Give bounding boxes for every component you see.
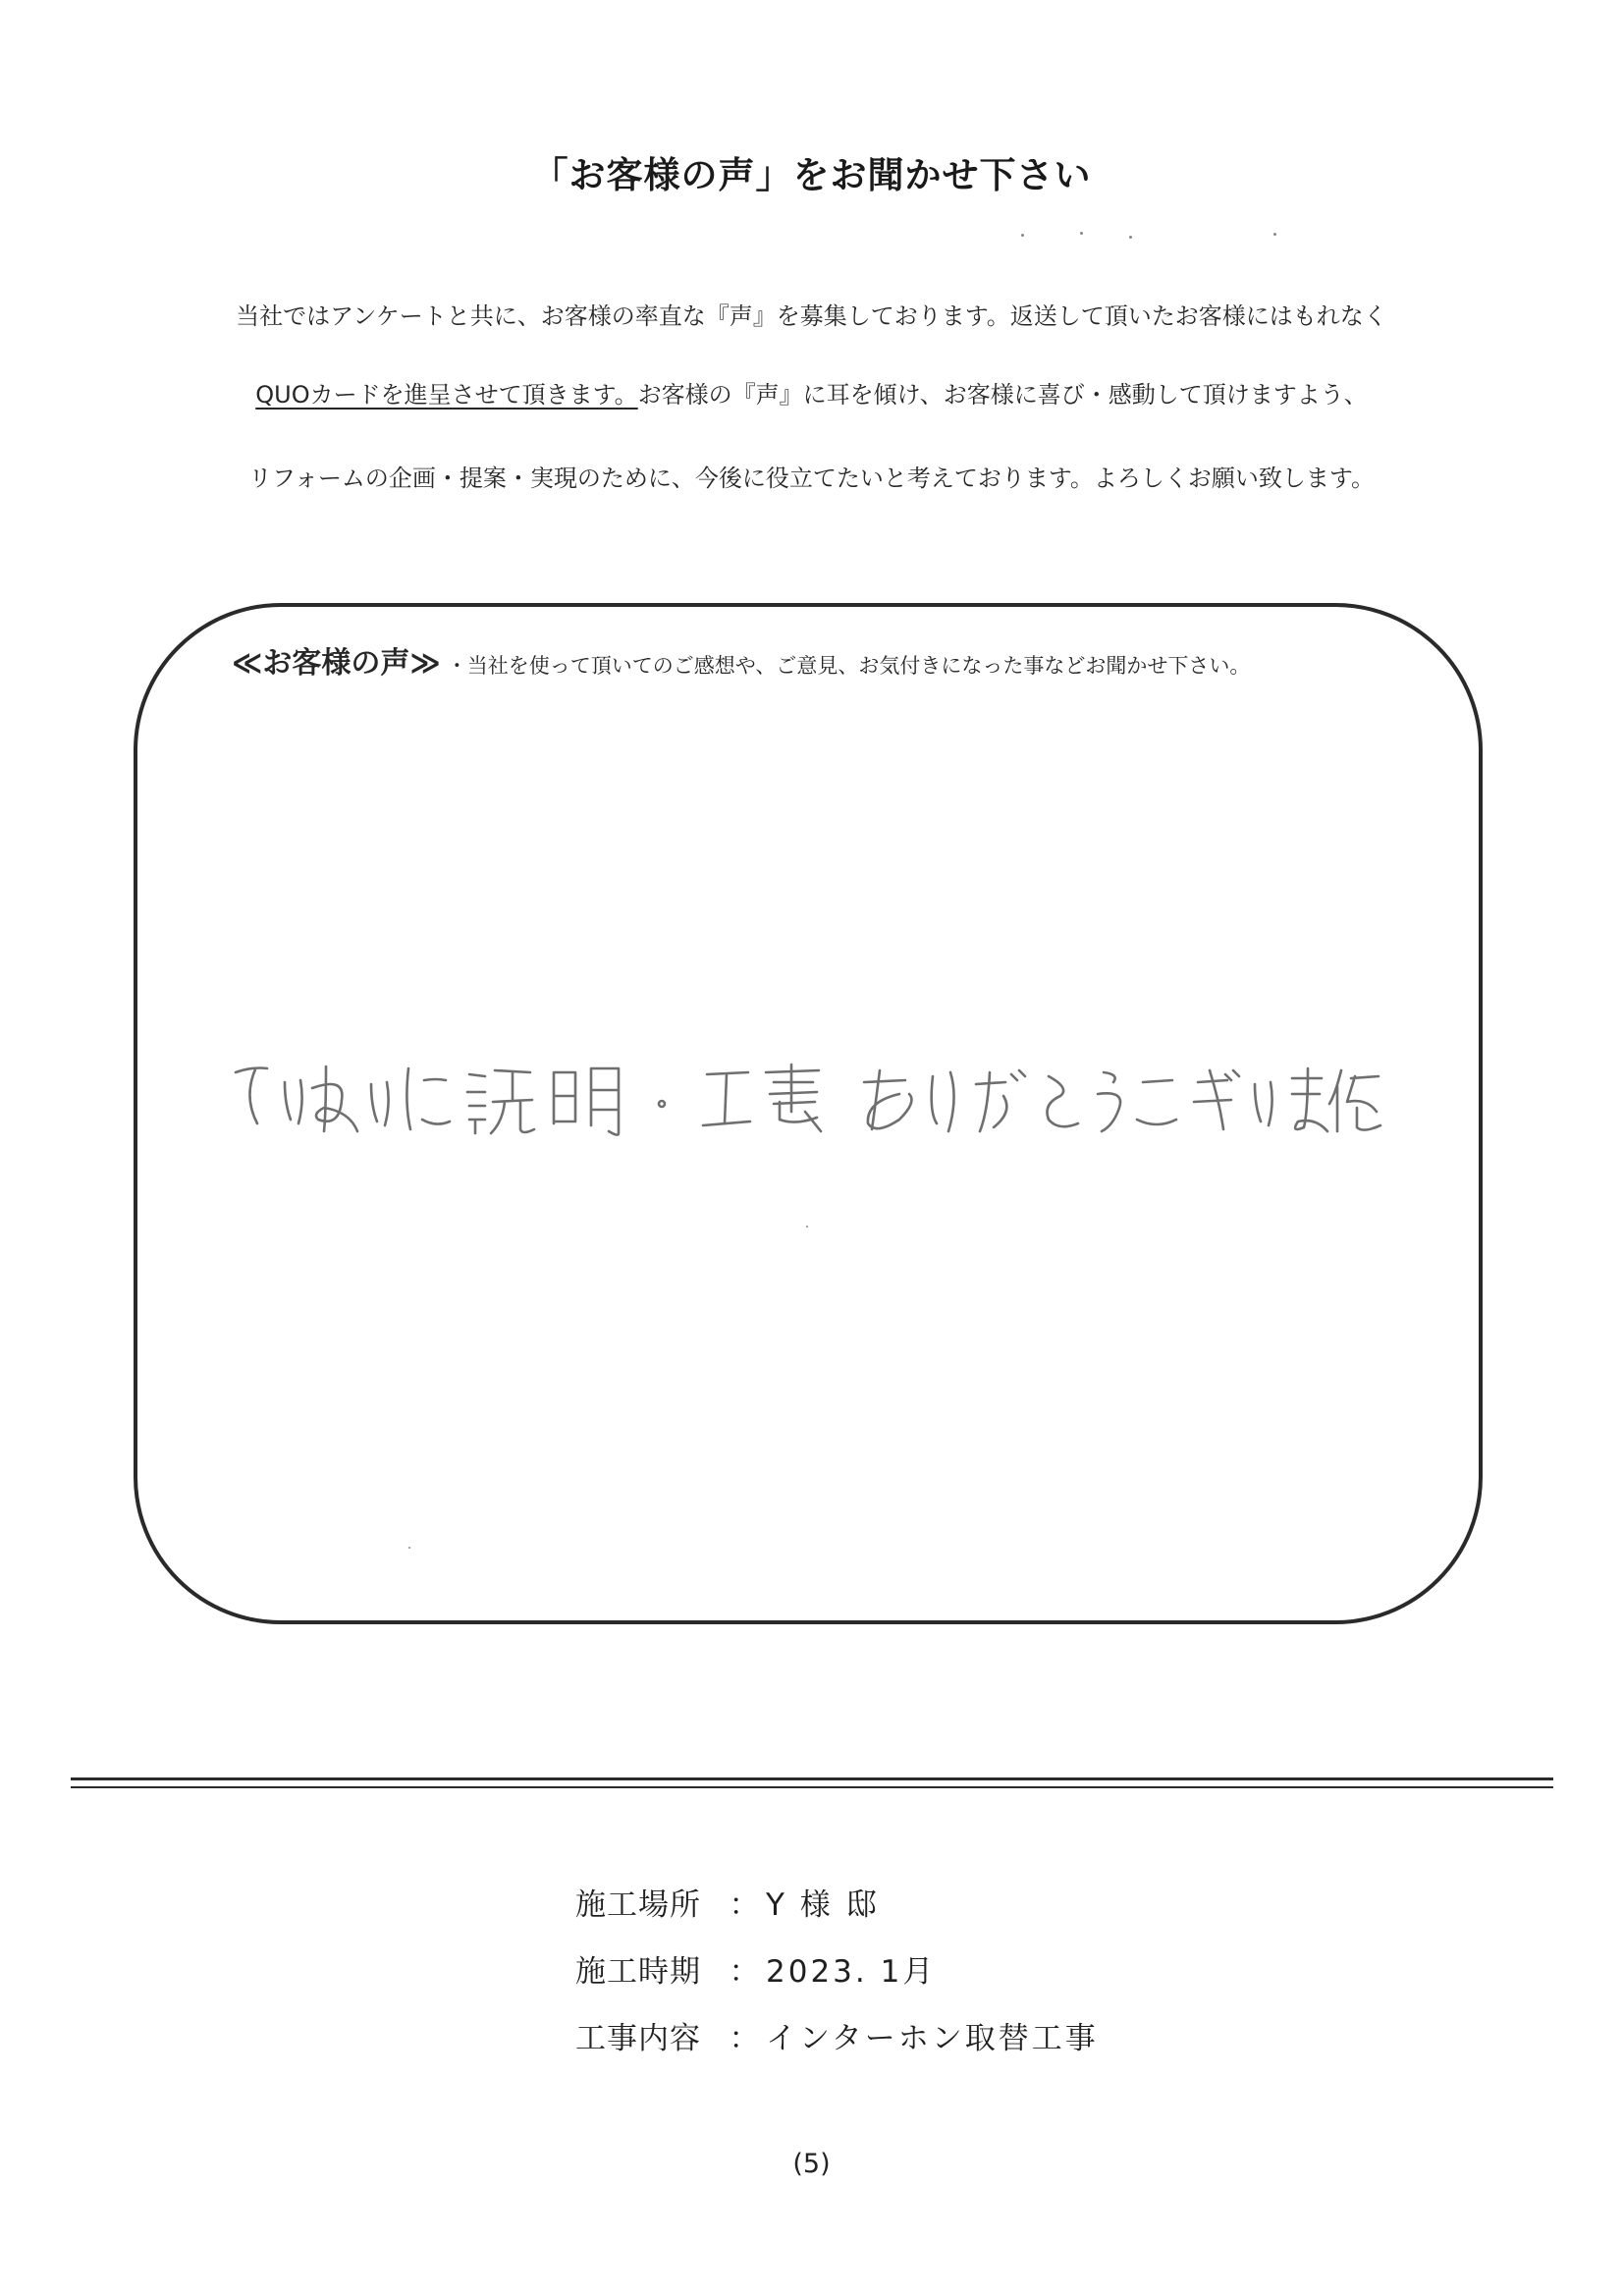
project-info-label: 工事内容 <box>575 2020 701 2056</box>
intro-line-2 <box>0 375 1623 410</box>
voice-box-prompt: ・当社を使って頂いてのご感想や、ご意見、お気付きになった事などお聞かせ下さい。 <box>446 654 1251 678</box>
project-info-separator: ： <box>729 2020 760 2056</box>
voice-box-header <box>232 638 1250 682</box>
page-number: (5) <box>792 2149 831 2179</box>
project-info-value: Y 様 邸 <box>766 1886 880 1923</box>
intro-line-1: 当社ではアンケートと共に、お客様の率直な『声』を募集しております。返送して頂いたお客様にはもれなく <box>236 302 1387 330</box>
quo-card-offer: QUOカードを進呈させて頂きます。 <box>255 381 638 409</box>
intro-line-3: リフォームの企画・提案・実現のために、今後に役立てたいと考えております。よろしくお願い致します。 <box>248 465 1375 492</box>
scan-speck <box>1080 232 1083 235</box>
project-info-row-work <box>575 2001 1099 2068</box>
project-info-value: 2023. 1月 <box>766 1953 937 1990</box>
project-info-separator: ： <box>729 1886 760 1923</box>
voice-box-heading: ≪お客様の声≫ <box>232 646 441 681</box>
scan-speck <box>1021 234 1024 237</box>
divider-rule-top <box>71 1777 1553 1780</box>
scan-speck <box>408 1547 410 1549</box>
scan-speck <box>806 1226 808 1228</box>
intro-line-2-rest: お客様の『声』に耳を傾け、お客様に喜び・感動して頂けますよう、 <box>637 381 1368 409</box>
divider-rule-bottom <box>71 1786 1553 1788</box>
scan-speck <box>1273 233 1276 236</box>
document-title: 「お客様の声」をお聞かせ下さい <box>531 154 1092 196</box>
project-info-label: 施工場所 <box>575 1886 701 1923</box>
project-info-separator: ： <box>729 1953 760 1990</box>
project-info <box>575 1868 1099 2068</box>
project-info-value: インターホン取替工事 <box>766 2020 1099 2056</box>
scan-speck <box>1129 236 1132 239</box>
project-info-row-period <box>575 1935 1099 2001</box>
project-info-row-location <box>575 1868 1099 1935</box>
project-info-label: 施工時期 <box>575 1953 701 1990</box>
handwritten-response <box>228 1043 1386 1151</box>
